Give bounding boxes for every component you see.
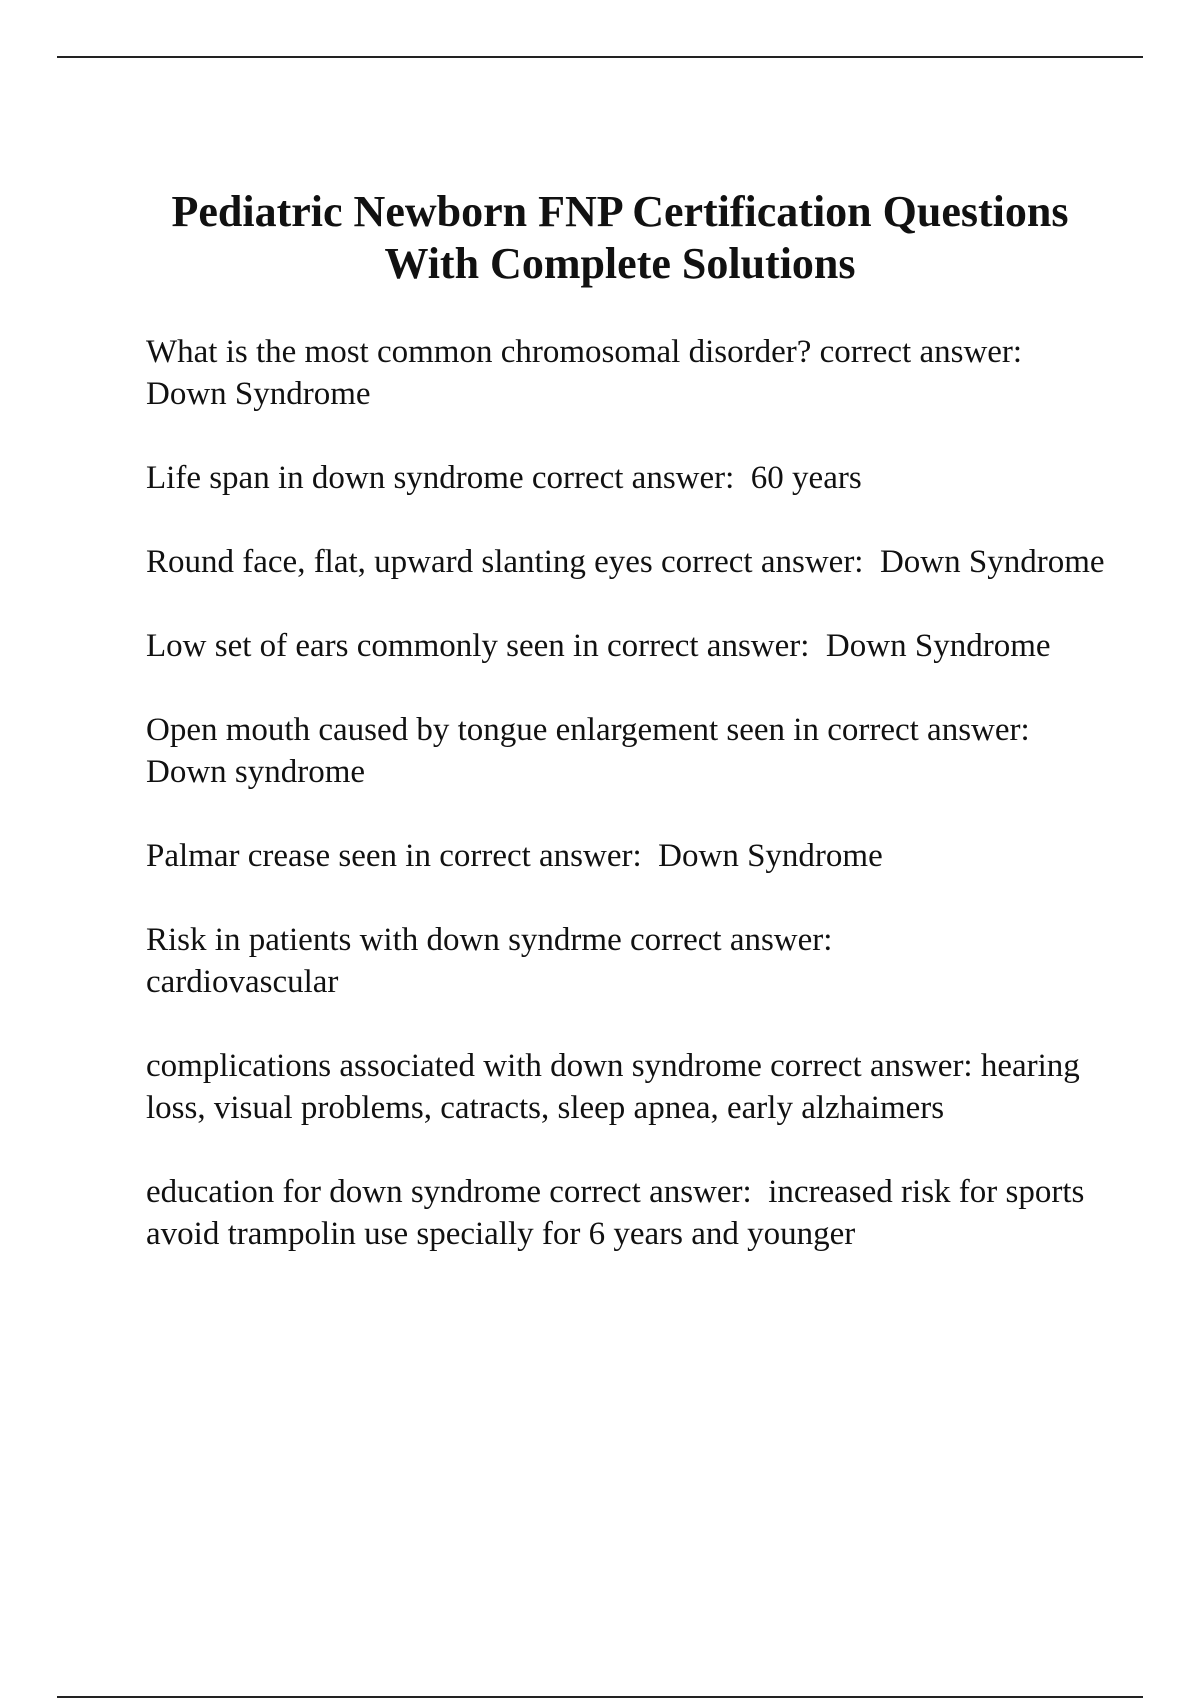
top-rule [57,56,1143,58]
qa-item: complications associated with down syndrome correct answer: hearing loss, visual problems, catracts, sleep apnea, early alzhaimers [146,1048,1089,1126]
bottom-rule [57,1696,1143,1698]
qa-item: Palmar crease seen in correct answer: Down Syndrome [146,838,883,874]
qa-item: Round face, flat, upward slanting eyes correct answer: Down Syndrome [146,544,1105,580]
qa-item: Risk in patients with down syndrme correct answer: cardiovascular [146,922,833,1000]
qa-item: Life span in down syndrome correct answer: 60 years [146,460,862,496]
page-title [120,186,1120,290]
title-line-1: Pediatric Newborn FNP Certification Questions [171,187,1069,236]
title-line-2: With Complete Solutions [384,239,856,288]
qa-item: education for down syndrome correct answer: increased risk for sports avoid trampolin use specially for 6 years and younger [146,1174,1093,1252]
qa-item: Low set of ears commonly seen in correct answer: Down Syndrome [146,628,1051,664]
qa-list [146,331,1106,1297]
qa-item: What is the most common chromosomal disorder? correct answer: Down Syndrome [146,334,1039,412]
qa-item: Open mouth caused by tongue enlargement seen in correct answer: Down syndrome [146,712,1047,790]
